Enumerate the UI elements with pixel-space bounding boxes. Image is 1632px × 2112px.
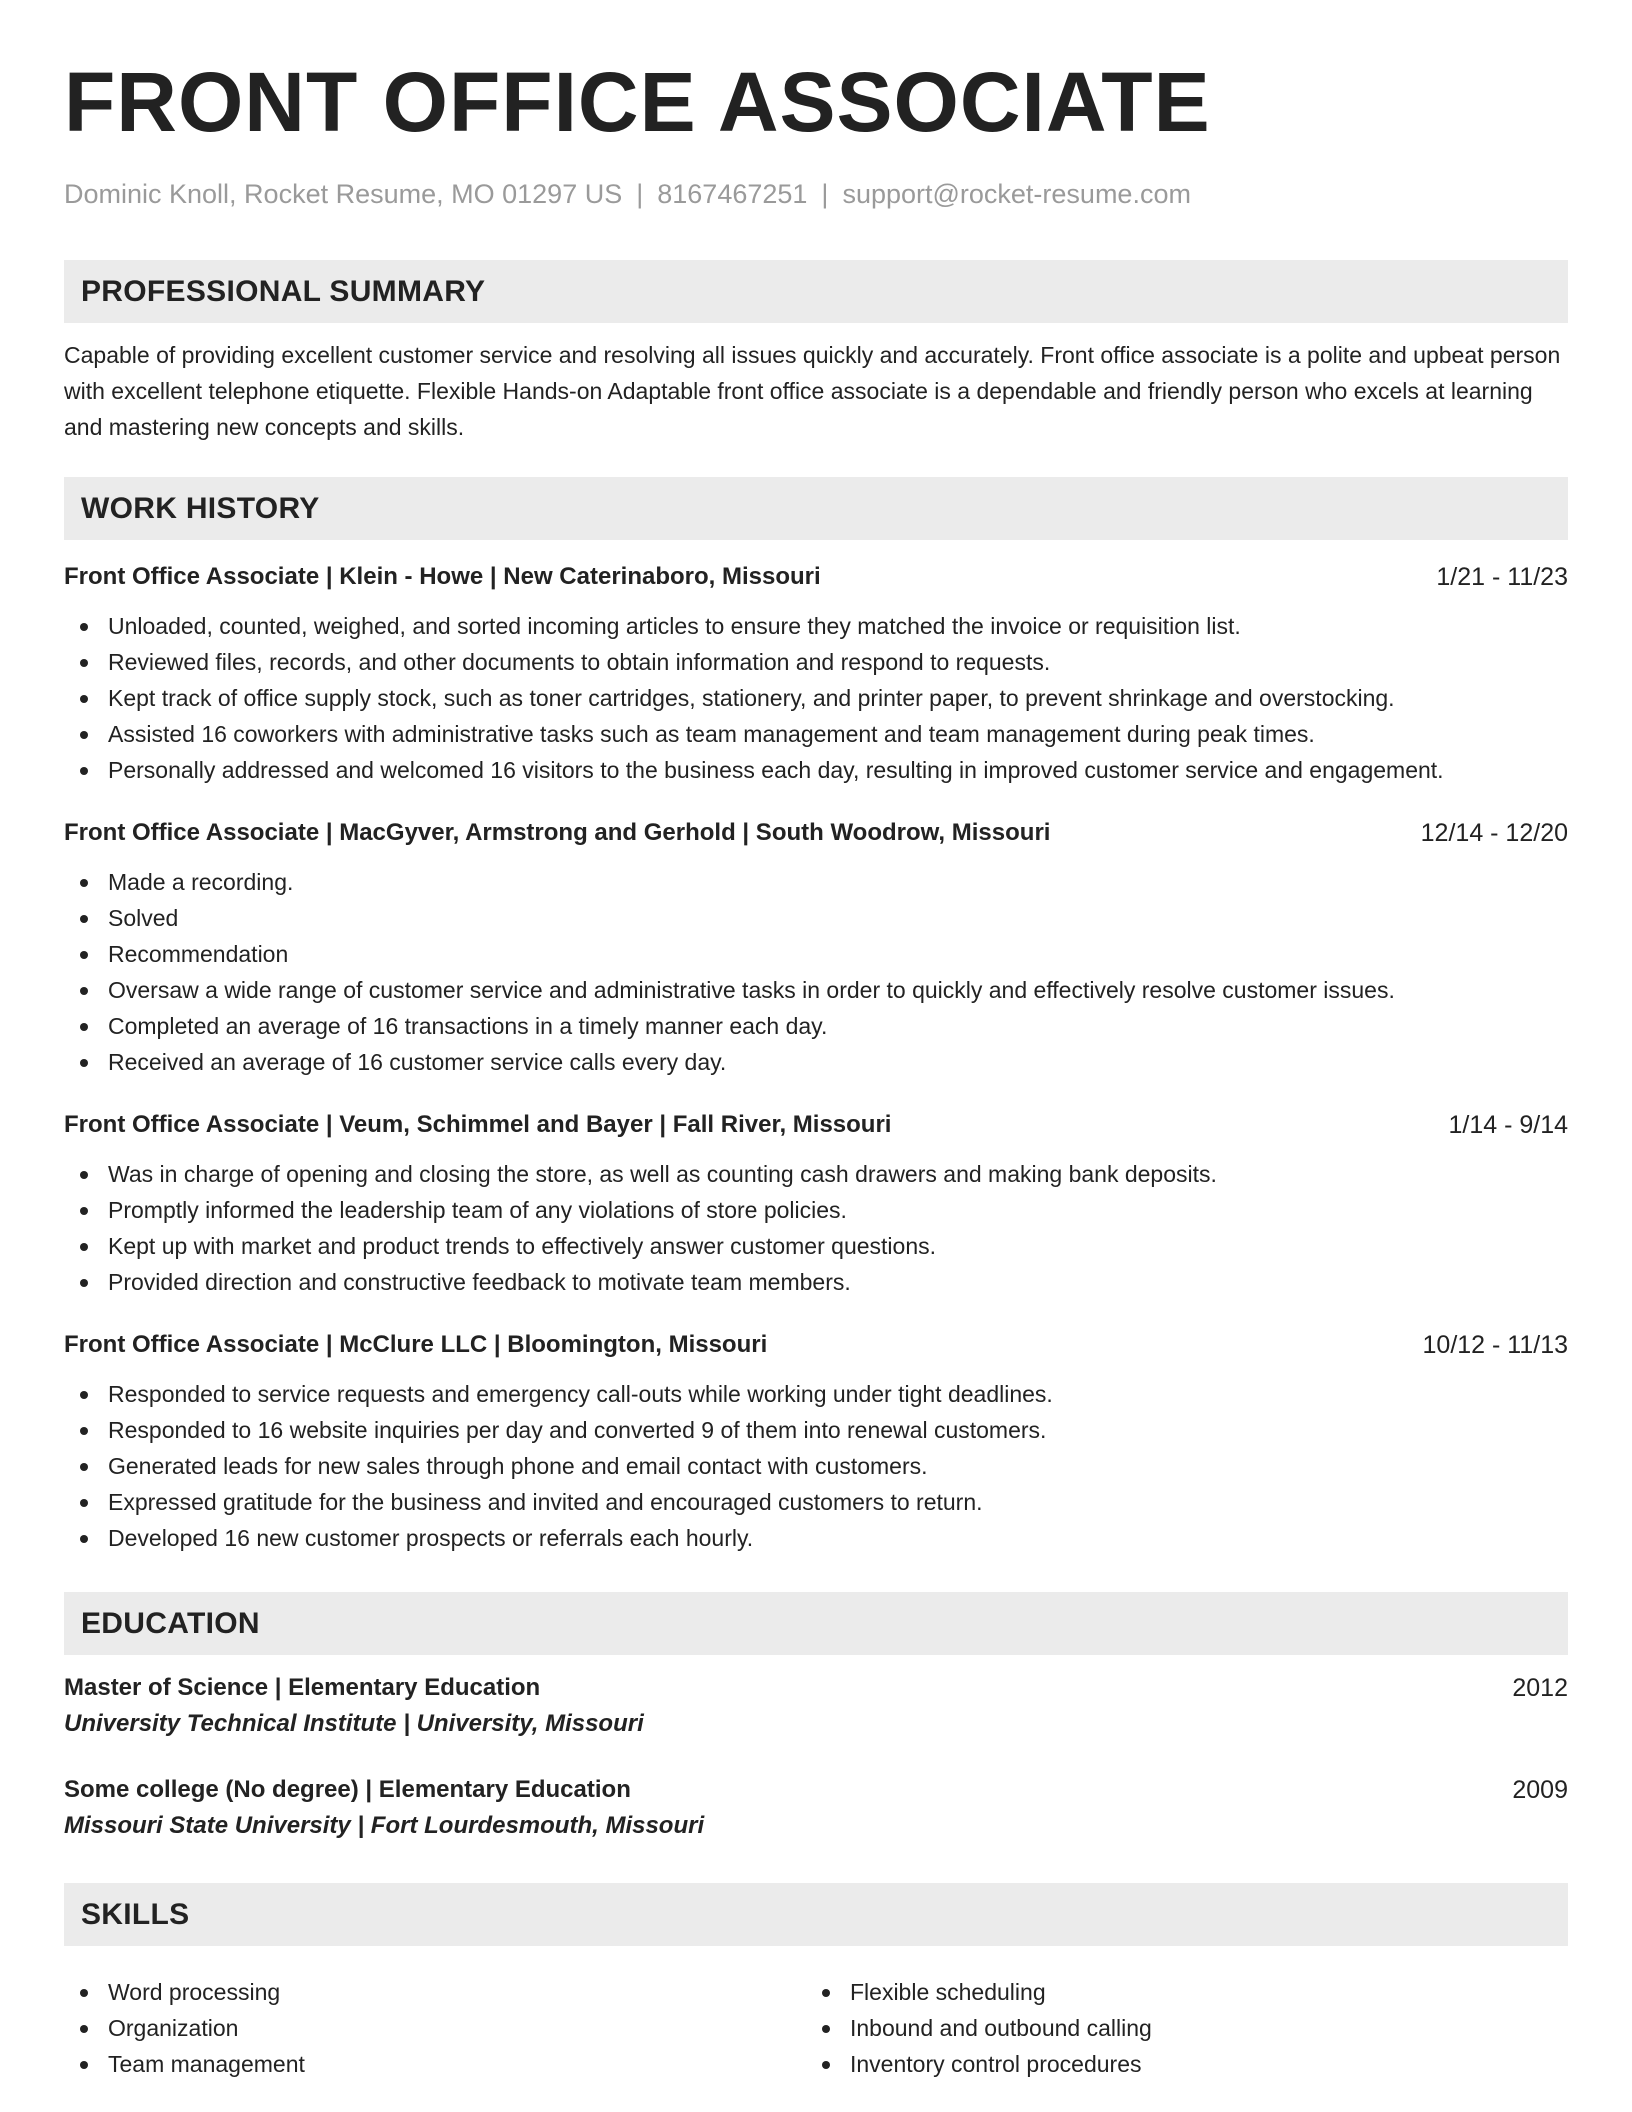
job-bullet: Developed 16 new customer prospects or referrals each hourly. xyxy=(64,1520,1568,1556)
job-header xyxy=(64,1328,1568,1362)
job-bullet: Received an average of 16 customer service calls every day. xyxy=(64,1044,1568,1080)
skill-item: Team management xyxy=(64,2046,806,2082)
job-bullet: Provided direction and constructive feedback to motivate team members. xyxy=(64,1264,1568,1300)
skill-item: Word processing xyxy=(64,1974,806,2010)
resume-page xyxy=(64,0,1568,2112)
job-header xyxy=(64,560,1568,594)
job-entry xyxy=(64,1108,1568,1300)
education-entry xyxy=(64,1773,1568,1845)
education-school: University Technical Institute | University, Missouri xyxy=(64,1710,644,1737)
skills-list xyxy=(64,1960,1568,2082)
job-title: Front Office Associate | Klein - Howe | New Caterinaboro, Missouri xyxy=(64,563,821,590)
job-bullet: Personally addressed and welcomed 16 visitors to the business each day, resulting in improved customer service and engagement. xyxy=(64,752,1568,788)
job-bullet: Kept up with market and product trends to effectively answer customer questions. xyxy=(64,1228,1568,1264)
contact-line xyxy=(64,176,1568,212)
job-bullet: Responded to service requests and emergency call-outs while working under tight deadlines. xyxy=(64,1376,1568,1412)
job-bullet: Promptly informed the leadership team of any violations of store policies. xyxy=(64,1192,1568,1228)
job-bullet: Completed an average of 16 transactions in a timely manner each day. xyxy=(64,1008,1568,1044)
job-entry xyxy=(64,816,1568,1080)
job-bullets xyxy=(64,1156,1568,1300)
contact-email: support@rocket-resume.com xyxy=(842,179,1191,209)
section-header-summary: PROFESSIONAL SUMMARY xyxy=(64,260,1568,323)
education-entry xyxy=(64,1671,1568,1743)
skill-item: Inventory control procedures xyxy=(806,2046,1548,2082)
job-bullet: Oversaw a wide range of customer service and administrative tasks in order to quickly and effectively resolve customer issues. xyxy=(64,972,1568,1008)
job-bullet: Reviewed files, records, and other documents to obtain information and respond to requests. xyxy=(64,644,1568,680)
candidate-name: FRONT OFFICE ASSOCIATE xyxy=(64,55,1211,149)
job-bullet: Responded to 16 website inquiries per day and converted 9 of them into renewal customers. xyxy=(64,1412,1568,1448)
education-degree: Master of Science | Elementary Education xyxy=(64,1674,541,1701)
job-dates: 12/14 - 12/20 xyxy=(1420,819,1568,847)
section-header-work-history: WORK HISTORY xyxy=(64,477,1568,540)
education-degree: Some college (No degree) | Elementary Education xyxy=(64,1776,631,1803)
job-bullets xyxy=(64,608,1568,788)
education-header xyxy=(64,1671,1568,1705)
section-header-education: EDUCATION xyxy=(64,1592,1568,1655)
job-bullets xyxy=(64,1376,1568,1556)
skill-item: Flexible scheduling xyxy=(806,1974,1548,2010)
job-title: Front Office Associate | Veum, Schimmel and Bayer | Fall River, Missouri xyxy=(64,1111,892,1138)
job-bullet: Recommendation xyxy=(64,936,1568,972)
contact-separator: | xyxy=(821,179,829,209)
job-bullets xyxy=(64,864,1568,1080)
contact-separator: | xyxy=(636,179,644,209)
job-entry xyxy=(64,560,1568,788)
job-title: Front Office Associate | McClure LLC | Bloomington, Missouri xyxy=(64,1331,768,1358)
job-bullet: Was in charge of opening and closing the store, as well as counting cash drawers and making bank deposits. xyxy=(64,1156,1568,1192)
job-bullet: Assisted 16 coworkers with administrative tasks such as team management and team management during peak times. xyxy=(64,716,1568,752)
job-title: Front Office Associate | MacGyver, Armstrong and Gerhold | South Woodrow, Missouri xyxy=(64,819,1051,846)
education-year: 2009 xyxy=(1512,1776,1568,1804)
job-header xyxy=(64,816,1568,850)
job-dates: 10/12 - 11/13 xyxy=(1422,1331,1568,1359)
education-school: Missouri State University | Fort Lourdesmouth, Missouri xyxy=(64,1812,705,1839)
job-header xyxy=(64,1108,1568,1142)
job-dates: 1/14 - 9/14 xyxy=(1448,1111,1568,1139)
education-year: 2012 xyxy=(1512,1674,1568,1702)
section-header-skills: SKILLS xyxy=(64,1883,1568,1946)
job-bullet: Solved xyxy=(64,900,1568,936)
contact-address: Dominic Knoll, Rocket Resume, MO 01297 US xyxy=(64,179,623,209)
job-bullet: Unloaded, counted, weighed, and sorted incoming articles to ensure they matched the invoice or requisition list. xyxy=(64,608,1568,644)
job-bullet: Kept track of office supply stock, such as toner cartridges, stationery, and printer paper, to prevent shrinkage and overstocking. xyxy=(64,680,1568,716)
summary-text: Capable of providing excellent customer service and resolving all issues quickly and accurately. Front office associate is a polite and upbeat person with excellent telephone etiquette. Flexible Hands-on Adaptable front office associate is a dependable and friendly person who excels at learning and mastering new concepts and skills. xyxy=(64,342,1561,440)
contact-phone: 8167467251 xyxy=(657,179,808,209)
skill-item: Inbound and outbound calling xyxy=(806,2010,1548,2046)
skill-item: Organization xyxy=(64,2010,806,2046)
job-bullet: Made a recording. xyxy=(64,864,1568,900)
skills-column-right xyxy=(806,1974,1548,2082)
job-entry xyxy=(64,1328,1568,1556)
job-dates: 1/21 - 11/23 xyxy=(1436,563,1568,591)
job-bullet: Generated leads for new sales through phone and email contact with customers. xyxy=(64,1448,1568,1484)
skills-column-left xyxy=(64,1974,806,2082)
education-header xyxy=(64,1773,1568,1807)
job-bullet: Expressed gratitude for the business and invited and encouraged customers to return. xyxy=(64,1484,1568,1520)
